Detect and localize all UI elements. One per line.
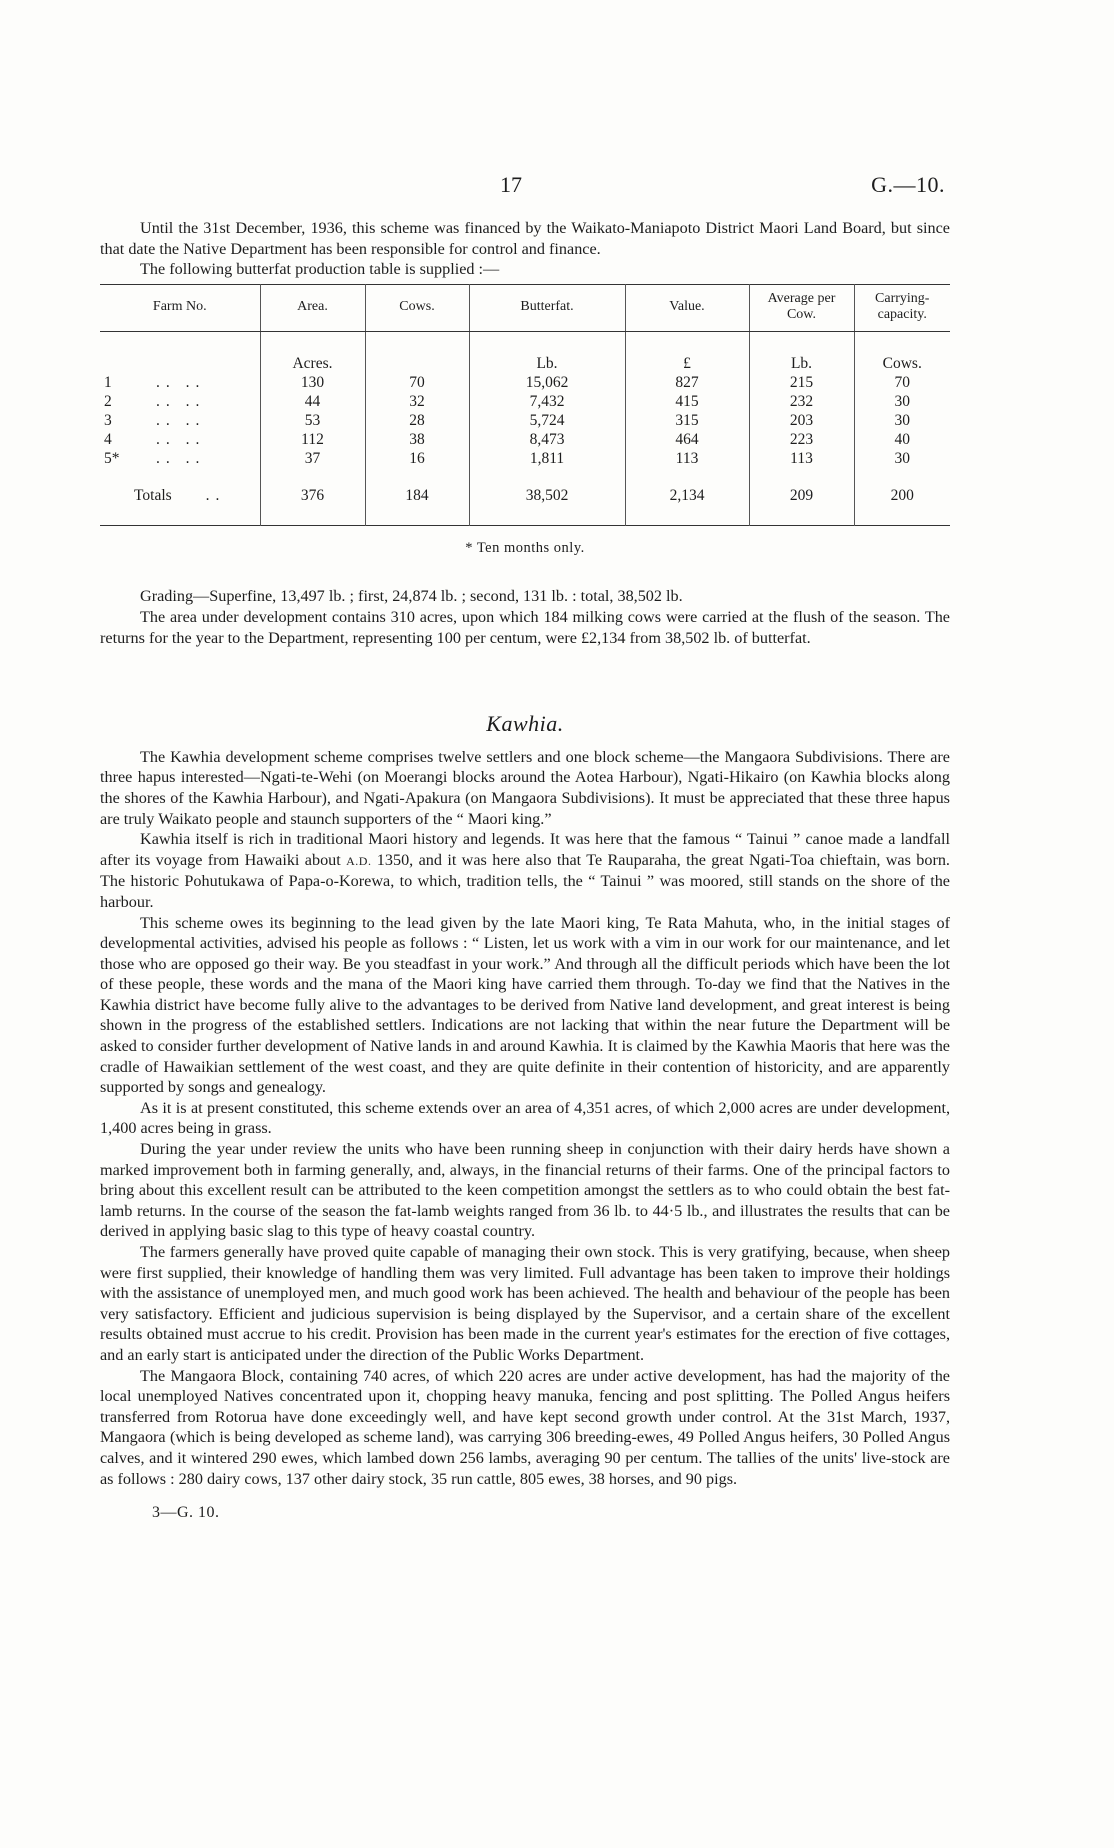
col-header-capacity: Carrying-capacity. — [854, 284, 950, 331]
grading-line: Grading—Superfine, 13,497 lb. ; first, 24,874 lb. ; second, 131 lb. : total, 38,502 lb. — [140, 587, 683, 606]
col-header-area: Area. — [260, 284, 365, 331]
farm-no-cell: 2 .. .. — [104, 392, 206, 410]
unit-cell: Lb. — [749, 331, 854, 373]
table-intro: The following butterfat production table is supplied :— — [140, 260, 500, 279]
unit-cell: Cows. — [854, 331, 950, 373]
table-cell: 70 — [365, 373, 469, 392]
table-cell: 215 — [749, 373, 854, 392]
col-header-cows: Cows. — [365, 284, 469, 331]
kawhia-paragraph-6: The farmers generally have proved quite capable of managing their own stock. This is very gratifying, because, when sheep were first supplied, their knowledge of handling them was very limited. Full advantage has been taken to improve their holdings with the assistance of unemployed men, and much good work has been achieved. The health and behaviour of the people has been very satisfactory. Efficient and judicious supervision is being displayed by the Supervisor, and a certain share of the excellent results obtained must accrue to his credit. Provision has been made in the current year's estimates for the erection of five cottages, and an early start is anticipated under the direction of the Public Works Department. — [100, 1243, 950, 1364]
table-row — [100, 392, 950, 411]
table-cell: 30 — [854, 411, 950, 430]
table-cell: 38 — [365, 430, 469, 449]
totals-cell: 200 — [854, 468, 950, 526]
unit-cell: Lb. — [469, 331, 625, 373]
table-cell: 113 — [749, 449, 854, 468]
table-cell: 44 — [260, 392, 365, 411]
table-cell: 53 — [260, 411, 365, 430]
table-cell: 464 — [625, 430, 749, 449]
table-row — [100, 411, 950, 430]
table-cell: 415 — [625, 392, 749, 411]
development-paragraph: The area under development contains 310 acres, upon which 184 milking cows were carried at the flush of the season. The returns for the year to the Department, representing 100 per centum, were £2,134 from 38,502 lb. of butterfat. — [100, 607, 950, 647]
table-cell: 32 — [365, 392, 469, 411]
unit-cell: Acres. — [260, 331, 365, 373]
page-body — [100, 218, 950, 1524]
kawhia-paragraph-5: During the year under review the units who have been running sheep in conjunction with their dairy herds have shown a marked improvement both in farming generally, and, always, in the financial returns of their farms. One of the principal factors to bring about this excellent result can be attributed to the keen competition amongst the settlers as to who could obtain the best fat-lamb returns. In the course of the season the fat-lamb weights ranged from 36 lb. to 44·5 lb., and illustrates the results that can be derived in applying basic slag to this type of heavy coastal country. — [100, 1140, 950, 1241]
farm-no-cell: 5* .. .. — [104, 449, 206, 467]
page-header — [100, 172, 945, 202]
table-totals-row — [100, 468, 950, 526]
kawhia-paragraph-2: Kawhia itself is rich in traditional Maori history and legends. It was here that the famous “ Tainui ” canoe made a landfall after its voyage from Hawaiki about A.D. 1350, and it was here also that Te Rauparaha, the great Ngati-Toa chieftain, was born. The historic Pohutukawa of Papa-o-Korewa, to which, tradition tells, the “ Tainui ” was moored, still stands on the shore of the harbour. — [100, 830, 950, 911]
document-reference: G.—10. — [871, 172, 945, 197]
totals-cell: 2,134 — [625, 468, 749, 526]
table-cell: 130 — [260, 373, 365, 392]
table-cell: 223 — [749, 430, 854, 449]
table-cell: 113 — [625, 449, 749, 468]
farm-no-cell: 3 .. .. — [104, 411, 206, 429]
section-title: Kawhia. — [486, 711, 564, 737]
col-header-butterfat: Butterfat. — [469, 284, 625, 331]
table-footnote: * Ten months only. — [465, 539, 585, 556]
totals-cell: 184 — [365, 468, 469, 526]
table-cell: 30 — [854, 392, 950, 411]
table-cell: 70 — [854, 373, 950, 392]
table-cell: 232 — [749, 392, 854, 411]
table-cell: 1,811 — [469, 449, 625, 468]
table-cell: 16 — [365, 449, 469, 468]
intro-paragraph: Until the 31st December, 1936, this scheme was financed by the Waikato-Maniapoto District Maori Land Board, but since that date the Native Department has been responsible for control and finance. — [100, 219, 950, 258]
page-number: 17 — [500, 172, 522, 197]
unit-cell: £ — [625, 331, 749, 373]
butterfat-table — [100, 284, 950, 526]
kawhia-paragraph-3: This scheme owes its beginning to the lead given by the late Maori king, Te Rata Mahuta, who, in the initial stages of developmental activities, advised his people as follows : “ Listen, let us work with a vim in our work for our maintenance, and let those who are opposed go their way. Be you steadfast in your work.” And through all the difficult periods which have been the lot of these people, these words and the mana of the Maori king have carried them through. To-day we find that the Natives in the Kawhia district have become fully alive to the advantages to be derived from Native land development, and great interest is being shown in the progress of the established settlers. Indications are not lacking that within the near future the Department will be asked to consider further development of Native lands in and around Kawhia. It is claimed by the Kawhia Maoris that here was the cradle of Hawaikian settlement of the west coast, and they are quite definite in their contention of historicity, and are apparently supported by songs and genealogy. — [100, 913, 950, 1097]
table-row — [100, 449, 950, 468]
page-signature: 3—G. 10. — [152, 1504, 220, 1522]
ad-abbreviation: A.D. — [346, 853, 372, 868]
kawhia-paragraph-1: The Kawhia development scheme comprises twelve settlers and one block scheme—the Mangaora Subdivisions. There are three hapus interested—Ngati-te-Wehi (on Moerangi blocks around the Aotea Harbour), Ngati-Hikairo (on Kawhia blocks along the shores of the Kawhia Harbour), and Ngati-Apakura (on Mangaora Subdivisions). It must be appreciated that these three hapus are truly Waikato people and staunch supporters of the “ Maori king.” — [100, 747, 950, 828]
table-cell: 203 — [749, 411, 854, 430]
farm-no-cell: 4 .. .. — [104, 430, 206, 448]
table-header-row — [100, 284, 950, 331]
unit-cell — [100, 331, 260, 373]
unit-cell — [365, 331, 469, 373]
table-cell: 8,473 — [469, 430, 625, 449]
totals-cell: 376 — [260, 468, 365, 526]
table-row — [100, 430, 950, 449]
col-header-farm: Farm No. — [100, 284, 260, 331]
table-cell: 30 — [854, 449, 950, 468]
table-cell: 40 — [854, 430, 950, 449]
col-header-average: Average per Cow. — [749, 284, 854, 331]
table-cell: 112 — [260, 430, 365, 449]
kawhia-paragraph-7: The Mangaora Block, containing 740 acres, of which 220 acres are under active development, has had the majority of the local unemployed Natives concentrated upon it, chopping heavy manuka, fencing and post splitting. The Polled Angus heifers transferred from Rotorua have done exceedingly well, and have kept second growth under control. At the 31st March, 1937, Mangaora (which is being developed as scheme land), was carrying 306 breeding-ewes, 49 Polled Angus heifers, 30 Polled Angus calves, and it wintered 290 ewes, which lambed down 256 lambs, averaging 90 per centum. The tallies of the units' live-stock are as follows : 280 dairy cows, 137 other dairy stock, 35 run cattle, 805 ewes, 38 horses, and 90 pigs. — [100, 1366, 950, 1488]
kawhia-paragraph-4: As it is at present constituted, this scheme extends over an area of 4,351 acres, of which 2,000 acres are under development, 1,400 acres being in grass. — [100, 1098, 950, 1138]
totals-label-cell: Totals .. — [134, 486, 226, 504]
totals-cell: 38,502 — [469, 468, 625, 526]
table-cell: 7,432 — [469, 392, 625, 411]
col-header-value: Value. — [625, 284, 749, 331]
table-cell: 827 — [625, 373, 749, 392]
table-cell: 37 — [260, 449, 365, 468]
table-cell: 15,062 — [469, 373, 625, 392]
table-units-row — [100, 331, 950, 373]
table-cell: 315 — [625, 411, 749, 430]
table-row — [100, 373, 950, 392]
farm-no-cell: 1 .. .. — [104, 373, 206, 391]
totals-cell: 209 — [749, 468, 854, 526]
table-cell: 28 — [365, 411, 469, 430]
table-cell: 5,724 — [469, 411, 625, 430]
